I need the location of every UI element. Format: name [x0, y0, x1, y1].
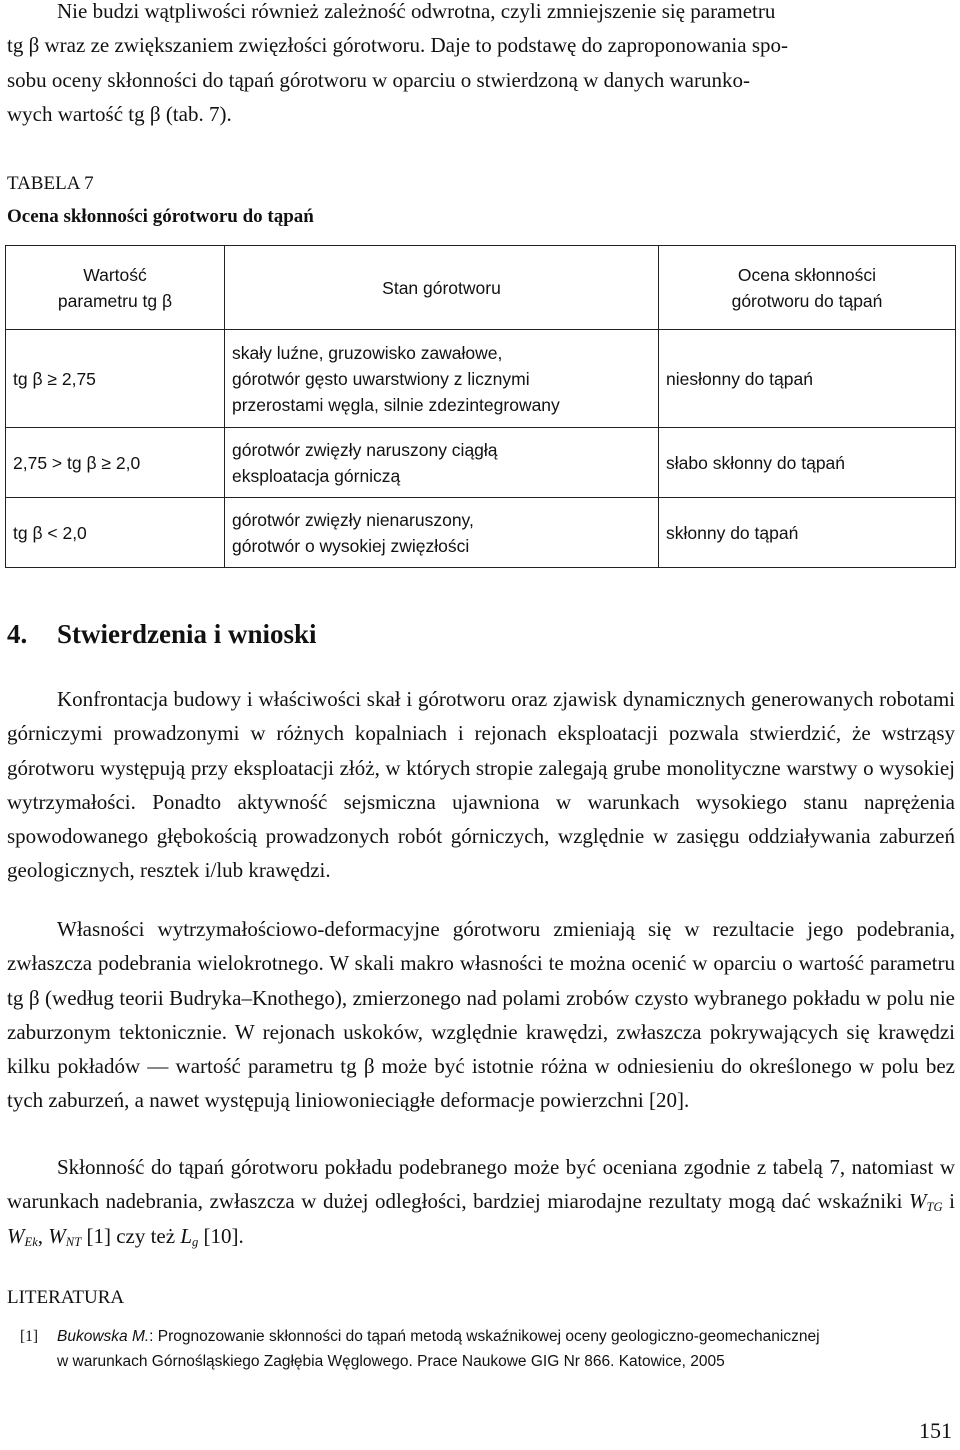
row-assessment: skłonny do tąpań — [659, 498, 956, 568]
intro-line-3: sobu oceny skłonności do tąpań górotworu w oparciu o stwierdzoną w danych warunko- — [7, 67, 750, 92]
index-w: W — [909, 1189, 927, 1214]
reference-line-1 — [20, 1324, 955, 1349]
row-value: 2,75 > tg β ≥ 2,0 — [6, 428, 225, 498]
index-w-sub-nt: NT — [65, 1234, 82, 1249]
intro-paragraph — [7, 0, 955, 131]
intro-line-4: wych wartość tg β (tab. 7). — [7, 101, 232, 126]
row-state-line: górotwór zwięzły naruszony ciągłą — [232, 439, 498, 460]
reference-line-2: w warunkach Górnośląskiego Zagłębia Węglowego. Prace Naukowe GIG Nr 866. Katowice, 2005 — [57, 1353, 725, 1370]
table-label: TABELA 7 — [7, 173, 94, 194]
header-parameter-line-1: Wartość — [83, 264, 147, 285]
table-header-row — [6, 246, 956, 330]
header-assessment-line-2: górotworu do tąpań — [731, 290, 883, 311]
header-state: Stan górotworu — [225, 246, 659, 330]
citation-2: [10]. — [203, 1223, 244, 1248]
citation-1: [1] czy też — [86, 1223, 176, 1248]
reference-author: Bukowska M. — [57, 1328, 150, 1345]
row-value: tg β < 2,0 — [6, 498, 225, 568]
literature-heading: LITERATURA — [7, 1287, 125, 1308]
index-w-sub-tg: TG — [926, 1200, 943, 1215]
paragraph-1: Konfrontacja budowy i właściwości skał i górotworu oraz zjawisk dynamicznych generowanych robotami górniczymi prowadzonymi w różnych kopalniach i rejonach eksploatacji pozwala stwierdzić, że wstrząsy górotworu występują przy eksploatacji złóż, w których stropie zalegają grube monolityczne warstwy o wysokiej wytrzymałości. Ponadto aktywność sejsmiczna ujawniona w warunkach wysokiego stanu naprężenia spowodowanego głębokością prowadzonych robót górniczych, względnie w zasięgu oddziaływania zaburzeń geologicznych, resztek i/lub krawędzi. — [7, 687, 955, 883]
table-title: Ocena skłonności górotworu do tąpań — [7, 206, 314, 227]
reference-title: : Prognozowanie skłonności do tąpań metodą wskaźnikowej oceny geologiczno-geomechanicznej — [149, 1328, 820, 1345]
section-number: 4. — [7, 619, 28, 649]
paragraph-3-text: Skłonność do tąpań górotworu pokładu podebranego może być oceniana zgodnie z tabelą 7, natomiast w warunkach nadebrania, zwłaszcza w dużej odległości, bardziej miarodajne rezultaty mogą dać wskaźniki — [7, 1155, 955, 1214]
paragraph-2: Własności wytrzymałościowo-deformacyjne górotworu zmieniają się w rezultacie jego podebrania, zwłaszcza podebrania wielokrotnego. W skali makro własności te można ocenić w oparciu o wartość parametru tg β (według teorii Budryka–Knothego), zmierzonego nad polami zrobów czysto wybranego pokładu w polu nie zaburzonym tektonicznie. W rejonach uskoków, względnie krawędzi, zwłaszcza pokrywających się krawędzi kilku pokładów — wartość parametru tg β może być istotnie różna w odniesieniu do określonego w polu bez tych zaburzeń, a nawet występują liniowonieciągłe deformacje powierzchni [20]. — [7, 917, 955, 1113]
header-assessment — [659, 246, 956, 330]
row-state — [225, 428, 659, 498]
section-heading — [7, 614, 317, 654]
header-parameter — [6, 246, 225, 330]
paragraph-3 — [7, 1150, 955, 1253]
index-w: W — [48, 1223, 66, 1248]
reference-number: [1] — [20, 1328, 39, 1345]
index-w-sub-ek: Ek — [24, 1234, 38, 1249]
table-row — [6, 498, 956, 568]
intro-line-1: Nie budzi wątpliwości również zależność odwrotna, czyli zmniejszenie się parametru — [57, 0, 776, 23]
table-row — [6, 428, 956, 498]
table-row — [6, 330, 956, 428]
row-state-line: górotwór gęsto uwarstwiony z licznymi — [232, 368, 530, 389]
index-l: L — [180, 1223, 192, 1248]
row-state — [225, 498, 659, 568]
row-state-line: przerostami węgla, silnie zdezintegrowany — [232, 394, 560, 415]
row-state-line: skały luźne, gruzowisko zawałowe, — [232, 342, 503, 363]
index-l-sub-g: g — [192, 1234, 199, 1249]
and-word: i — [949, 1189, 956, 1214]
reference-item — [20, 1324, 955, 1374]
comma: , — [37, 1223, 44, 1248]
header-assessment-line-1: Ocena skłonności — [737, 264, 877, 285]
row-state-line: górotwór o wysokiej zwięzłości — [232, 535, 470, 556]
row-assessment: słabo skłonny do tąpań — [659, 428, 956, 498]
header-parameter-line-2: parametru tg β — [57, 290, 173, 311]
row-assessment: niesłonny do tąpań — [659, 330, 956, 428]
row-state-line: górotwór zwięzły nienaruszony, — [232, 509, 474, 530]
row-state — [225, 330, 659, 428]
page-number: 151 — [919, 1418, 952, 1443]
intro-line-2: tg β wraz ze zwiększaniem zwięzłości górotworu. Daje to podstawę do zaproponowania spo- — [7, 33, 788, 58]
row-value: tg β ≥ 2,75 — [6, 330, 225, 428]
section-title: Stwierdzenia i wnioski — [57, 619, 317, 649]
assessment-table — [5, 245, 956, 568]
index-w: W — [7, 1223, 25, 1248]
row-state-line: eksploatacja górniczą — [232, 465, 401, 486]
